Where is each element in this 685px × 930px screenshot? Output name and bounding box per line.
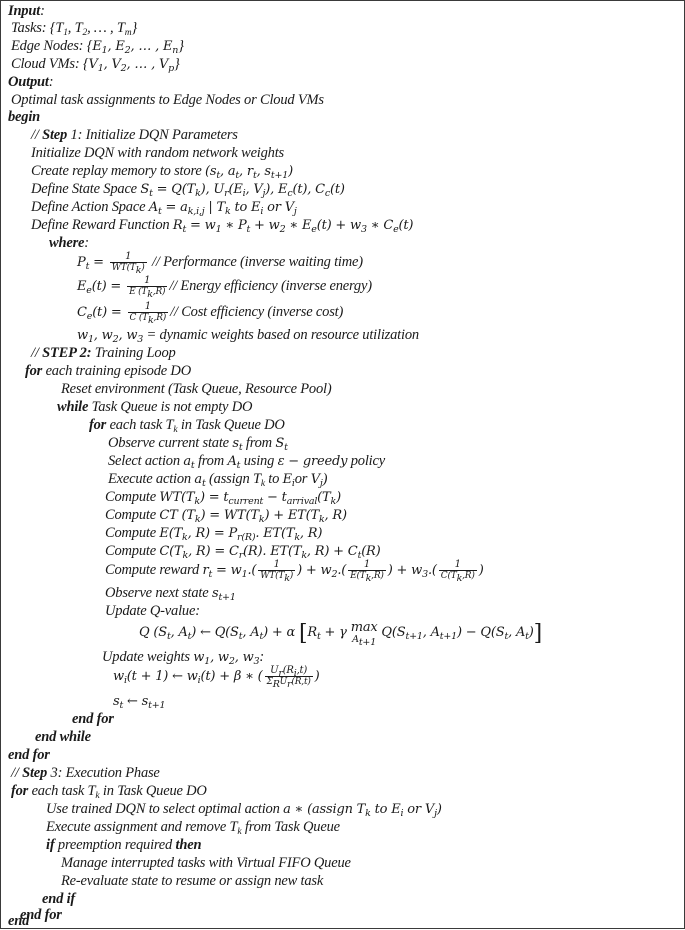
while-text: Task Queue is not empty DO — [91, 399, 253, 415]
for-text: each training episode DO — [45, 363, 191, 379]
observe-text-b: from — [245, 435, 272, 451]
input-cloud-vms: Cloud VMs: {$V_1$, $V_2$, … , $V_p$} — [11, 56, 180, 74]
select-text-a: Select action — [108, 453, 180, 469]
execute-text-b: from Task Queue — [244, 819, 340, 835]
weight-fraction: $\frac{U_r(R_i,t)}{\Sigma_RU_r(R,t)}$ — [266, 665, 311, 690]
reward-function-line: Define Reward Function $R_t = w_1$ ∗ $P_t + w_2$ ∗ $E_e(t) + w_3$ ∗ $C_e(t)$ — [31, 217, 414, 235]
weight-update-equation: $w_i(t + 1)$ ← $w_i(t) + \beta$ ∗ ( $\frac{U_r(R_i,t)}{\Sigma_RU_r(R,t)}$ ) — [113, 665, 320, 690]
for-text-b: in Task Queue DO — [180, 417, 285, 433]
for-keyword: for — [11, 783, 29, 799]
outer-for-line — [25, 363, 191, 380]
input-heading: Input: — [8, 3, 45, 19]
step-keyword: Step — [42, 127, 68, 143]
select-text-b: from — [197, 453, 225, 469]
step-title: 1: Initialize DQN Parameters — [70, 127, 238, 143]
step2-comment — [31, 345, 176, 362]
select-action-line: Select action $a_t$ from $A_t$ using ε − greedy policy — [108, 453, 385, 471]
compute-c-line: Compute $C(T_k$, $R) = C_r(R)$. $ET(T_k$, $R) + C_t(R)$ — [105, 543, 381, 561]
select-text-c: using — [243, 453, 275, 469]
then-keyword: then — [175, 837, 202, 853]
execute-text-c: to — [268, 471, 280, 487]
observe-current-line: Observe current state $s_t$ from $S_t$ — [108, 435, 288, 453]
for-text-a: each task — [31, 783, 85, 799]
replay-text: Create replay memory to store — [31, 163, 202, 179]
step1-comment — [31, 127, 238, 144]
reward-term1-fraction: $\frac{1}{WT(T_k)}$ — [260, 559, 294, 584]
comment-slashes: // — [31, 127, 39, 143]
execute-text-d: or — [294, 471, 308, 487]
compute-text: Compute — [105, 543, 156, 559]
max-operator: max $A_{t+1}$ — [350, 620, 378, 648]
reward-term3-fraction: $\frac{1}{C(T_k,R)}$ — [440, 559, 475, 584]
exec-for-line: for each task $T_k$ in Task Queue DO — [11, 783, 207, 801]
begin-keyword: begin — [8, 109, 41, 125]
pt-comment: // Performance (inverse waiting time) — [152, 253, 363, 270]
step-keyword: Step — [22, 765, 48, 781]
input-tasks: Tasks: {$T_1$, $T_2$, … , $T_m$} — [11, 20, 138, 38]
if-condition: preemption required — [57, 837, 173, 853]
input-label: Input — [8, 3, 41, 19]
compute-reward-text: Compute reward — [105, 561, 199, 578]
step-title: 3: Execution Phase — [50, 765, 160, 781]
pt-fraction: $\frac{1}{WT(T_k)}$ — [111, 251, 145, 276]
output-label: Output — [8, 74, 49, 90]
reward-term2-fraction: $\frac{1}{E(T_k,R)}$ — [350, 559, 384, 584]
ce-comment: // Cost efficiency (inverse cost) — [170, 303, 344, 320]
ee-definition: $E_e(t)$ = $\frac{1}{E (T_k,R)}$ // Energy efficiency (inverse energy) — [77, 275, 372, 300]
observe-next-text: Observe next state — [105, 585, 209, 601]
update-weights-text: Update weights — [102, 649, 190, 665]
end-for-inner: end for — [72, 711, 114, 727]
compute-wt-line: Compute $WT(T_k) = t_{current} - t_{arrival}(T_k)$ — [105, 489, 341, 507]
select-text-d: policy — [350, 453, 385, 469]
output-heading: Output: — [8, 74, 54, 90]
action-space-line: Define Action Space $A_t = a_{k,i,j}$ | $T_k$ to $E_i$ or $V_j$ — [31, 199, 297, 217]
action-space-text: Define Action Space — [31, 199, 146, 215]
for-text-b: in Task Queue DO — [102, 783, 207, 799]
execute-action-line: Execute action $a_t$ (assign $T_k$ to $E_ior$ $V_j$) — [108, 471, 328, 489]
comment-slashes: // — [11, 765, 19, 781]
observe-next-line: Observe next state $s_{t+1}$ — [105, 585, 236, 603]
where-line: where: — [49, 235, 89, 251]
for-keyword: for — [89, 417, 107, 433]
update-weights-line: Update weights $w_1$, $w_2$, $w_3$: — [102, 649, 265, 667]
update-q-label: Update Q-value: — [105, 603, 200, 619]
execute-assignment-line: Execute assignment and remove $T_k$ from Task Queue — [46, 819, 340, 837]
weights-text: = dynamic weights based on resource utilization — [146, 327, 419, 343]
reset-line: Reset environment (Task Queue, Resource Pool) — [61, 381, 332, 397]
ce-fraction: $\frac{1}{C (T_k,R)}$ — [129, 301, 167, 326]
end-for-exec: end for — [20, 907, 62, 923]
execute-text-b: (assign — [209, 471, 250, 487]
q-update-equation: Q ($S_t$, $A_t$) ← $Q(S_t$, $A_t) + \alpha$ [$R_t + \gamma$ max $A_{t+1}$ $Q(S_{t+1}$, $A_{t+1}) - Q(S_t$, $A_t$)] — [139, 620, 543, 648]
use-dqn-line: Use trained DQN to select optimal action a ∗ (assign $T_k$ to $E_i$ or $V_j$) — [46, 801, 442, 819]
ce-definition: $C_e(t)$ = $\frac{1}{C (T_k,R)}$ // Cost efficiency (inverse cost) — [77, 301, 344, 326]
inner-for-line: for each task $T_k$ in Task Queue DO — [89, 417, 285, 435]
step3-comment — [11, 765, 160, 782]
ee-fraction: $\frac{1}{E (T_k,R)}$ — [129, 275, 166, 300]
init-dqn-line: Initialize DQN with random network weights — [31, 145, 285, 161]
input-edge-nodes: Edge Nodes: {$E_1$, $E_2$, … , $E_n$} — [11, 38, 184, 56]
comment-slashes: // — [31, 345, 39, 361]
for-text-a: each task — [109, 417, 163, 433]
compute-text: Compute — [105, 507, 156, 523]
reward-text: Define Reward Function — [31, 217, 170, 233]
state-transition: $s_t$ ← $s_{t+1}$ — [113, 694, 166, 711]
end-while: end while — [35, 729, 91, 745]
ee-comment: // Energy efficiency (inverse energy) — [169, 277, 372, 294]
step-keyword: STEP 2: — [42, 345, 92, 361]
where-keyword: where — [49, 235, 85, 251]
while-line — [57, 399, 252, 416]
execute-text-a: Execute assignment and remove — [46, 819, 227, 835]
while-keyword: while — [57, 399, 89, 415]
weights-definition: $w_1$, $w_2$, $w_3$ = dynamic weights based on resource utilization — [77, 327, 419, 345]
replay-memory-line: Create replay memory to store ($s_t$, $a_t$, $r_t$, $s_{t+1}$) — [31, 163, 294, 181]
compute-e-line: Compute $E(T_k$, $R) = P_{r(R)}$. $ET(T_k$, R) — [105, 525, 323, 543]
end-keyword: end — [8, 913, 30, 929]
output-text: Optimal task assignments to Edge Nodes or Cloud VMs — [11, 92, 324, 108]
compute-text: Compute — [105, 489, 156, 505]
state-space-line: Define State Space $S_t = Q(T_k)$, $U_r(E_i$, $V_j$), $E_c(t)$, $C_c(t)$ — [31, 181, 345, 199]
use-dqn-text: Use trained DQN to select optimal action — [46, 801, 280, 817]
observe-text-a: Observe current state — [108, 435, 229, 451]
manage-line: Manage interrupted tasks with Virtual FIFO Queue — [61, 855, 351, 871]
execute-text-a: Execute action — [108, 471, 191, 487]
compute-reward-line: Compute reward $r_t = w_1$.( $\frac{1}{WT(T_k)}$ ) + $w_2$.( $\frac{1}{E(T_k,R)}$ ) + $w_3$.( $\frac{1}{C(T_k,R)}$ ) — [105, 559, 484, 584]
compute-text: Compute — [105, 525, 156, 541]
reevaluate-line: Re-evaluate state to resume or assign new task — [61, 873, 324, 889]
for-keyword: for — [25, 363, 43, 379]
if-keyword: if — [46, 837, 55, 853]
end-if: end if — [42, 891, 76, 907]
pt-definition: $P_t$ = $\frac{1}{WT(T_k)}$ // Performance (inverse waiting time) — [77, 251, 363, 276]
compute-ct-line: Compute CT $(T_k) = WT(T_k) + ET(T_k$, R) — [105, 507, 347, 525]
step-title: Training Loop — [94, 345, 176, 361]
if-line — [46, 837, 201, 854]
state-space-text: Define State Space — [31, 181, 137, 197]
end-for-outer: end for — [8, 747, 50, 763]
